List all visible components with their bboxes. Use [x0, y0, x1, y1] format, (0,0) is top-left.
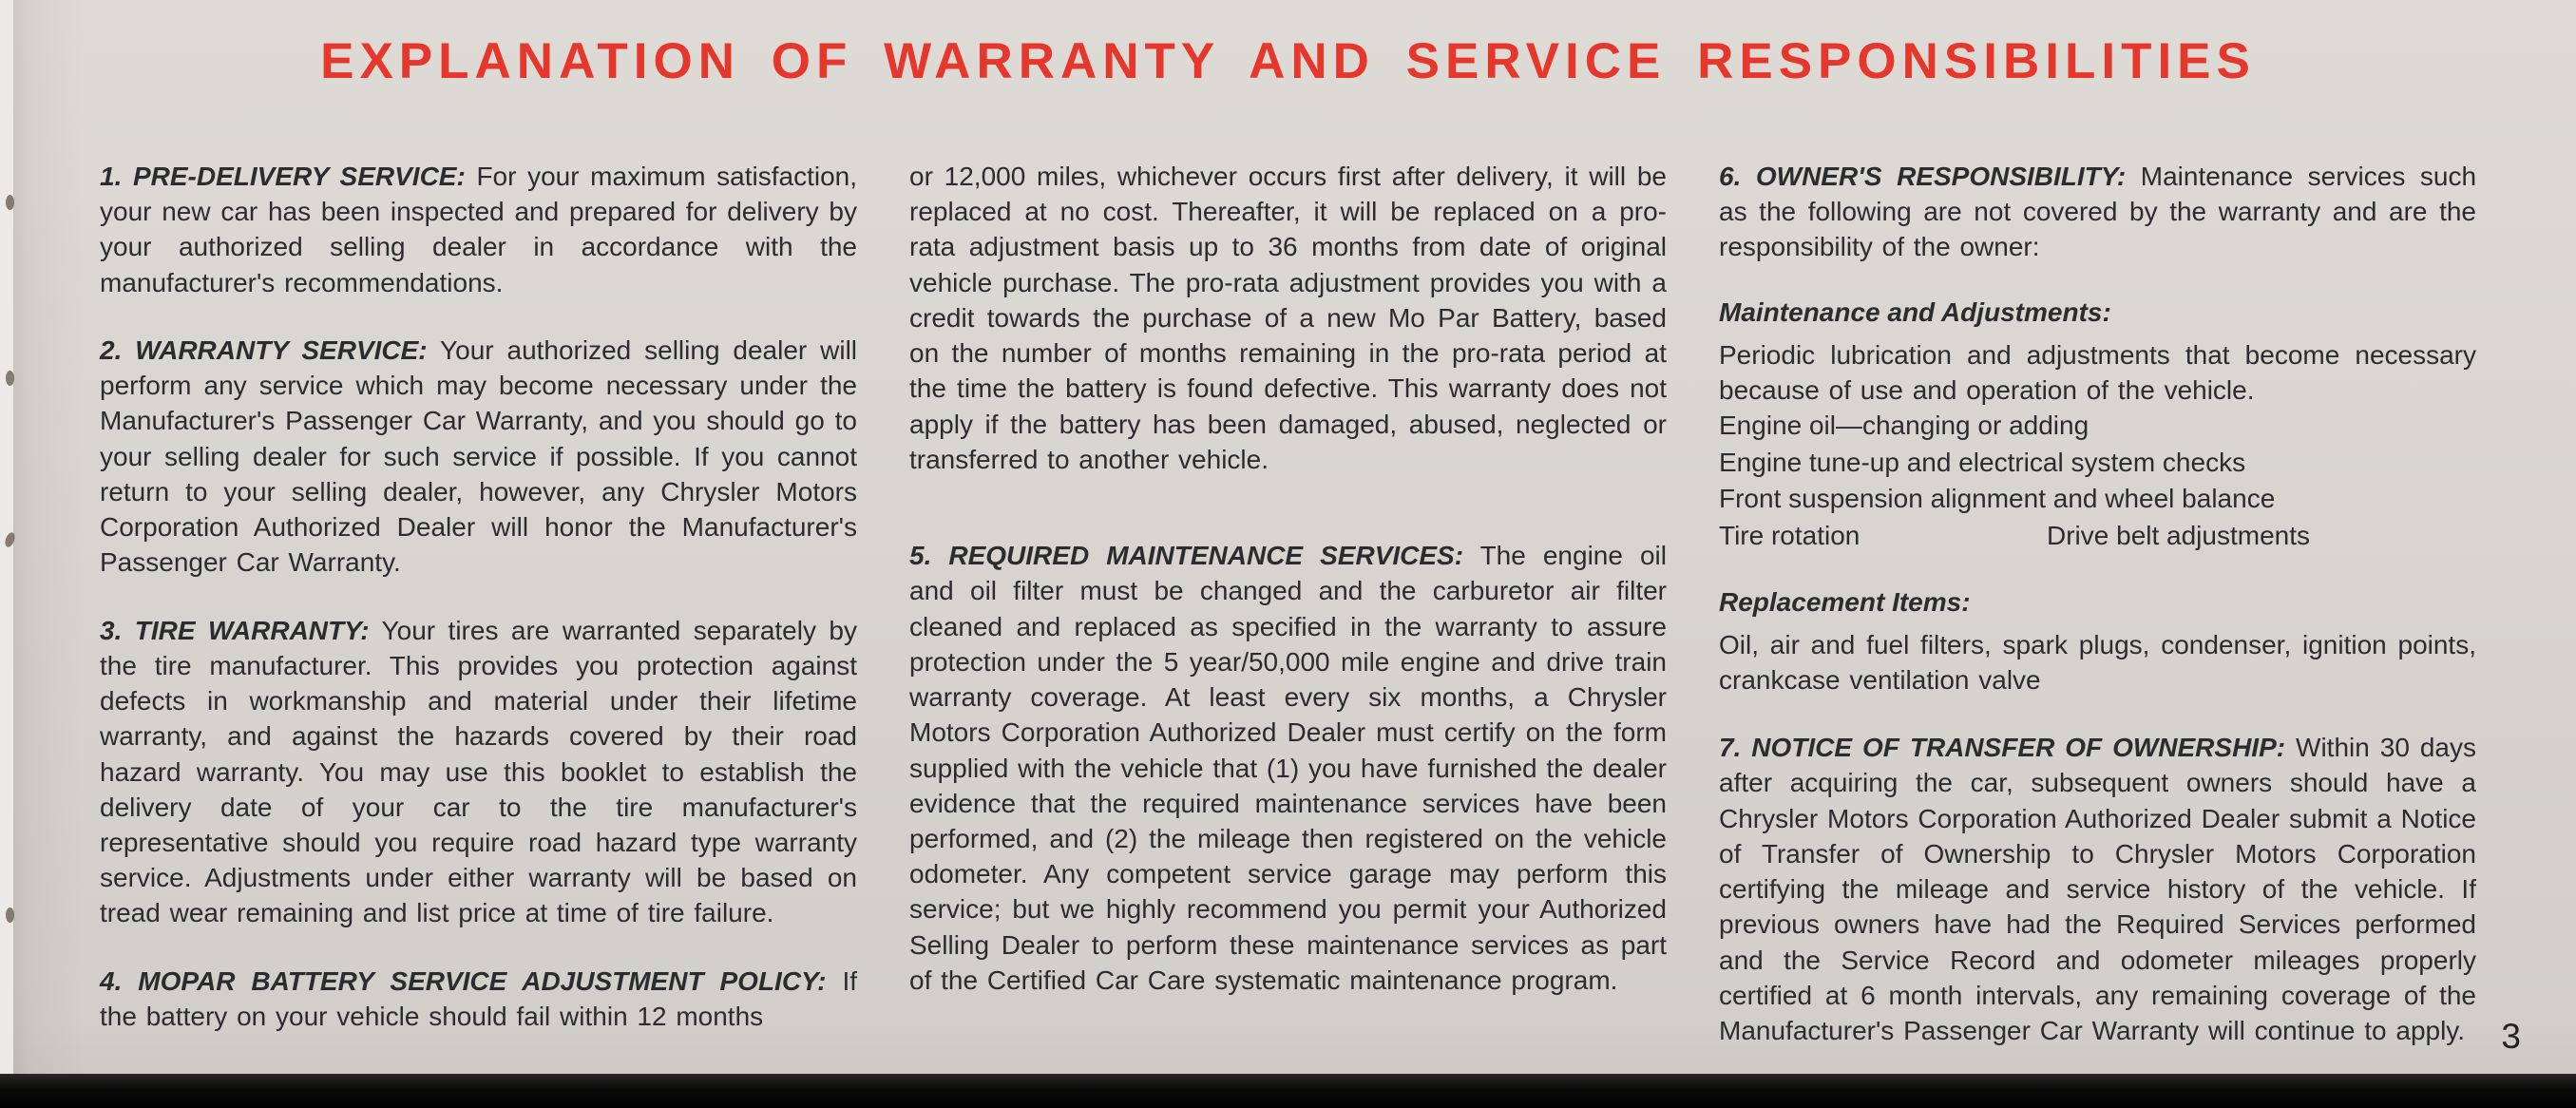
binding-edge [0, 0, 13, 1108]
paragraph-heading: 5. REQUIRED MAINTENANCE SERVICES: [909, 541, 1464, 571]
paragraph-heading: 3. TIRE WARRANTY: [100, 615, 370, 645]
column-2 [909, 159, 1667, 1080]
paragraph-tire-warranty [100, 613, 857, 931]
paragraph-body: Your authorized selling dealer will perform any service which may become necessary under the Manufacturer's Passenger Car Warranty, and you should go to your selling dealer for such service if possible. If you cannot return to your selling dealer, however, any Chrysler Motors Corporation Authorized Dealer will honor the Manufacturer's Passenger Car Warranty. [100, 334, 858, 578]
paragraph-body: If the battery on your vehicle should fail within 12 months [100, 965, 857, 1031]
page-title: EXPLANATION OF WARRANTY AND SERVICE RESPONSIBILITIES [320, 33, 2256, 89]
column-1 [100, 159, 857, 1080]
maintenance-intro: Periodic lubrication and adjustments that become necessary because of use and operation of the vehicle. [1719, 339, 2476, 405]
paragraph-heading: 6. OWNER'S RESPONSIBILITY: [1719, 162, 2127, 191]
maintenance-item: Engine tune-up and electrical system checks [1719, 447, 2246, 477]
paragraph-heading: 7. NOTICE OF TRANSFER OF OWNERSHIP: [1719, 733, 2286, 763]
paragraph-body: Maintenance services such as the following are not covered by the warranty and are the responsibility of the owner: [1719, 162, 2477, 262]
binding-mark [6, 195, 14, 210]
scan-bottom-edge [0, 1074, 2576, 1108]
paragraph-mopar-battery-policy [100, 964, 857, 1034]
replacement-items-body [1719, 627, 2476, 697]
paragraph-body: The engine oil and oil filter must be changed and the carburetor air filter cleaned and replaced as specified in the warranty to assure protection under the 5 year/50,000 mile engine and drive train warranty coverage. At least every six months, a Chrysler Motors Corporation Authorized Dealer must certify on the form supplied with the vehicle that (1) you have furnished the dealer evidence that the required maintenance services have been performed, and (2) the mileage then registered on the vehicle odometer. Any competent service garage may perform this service; but we highly recommend you permit your Authorized Selling Dealer to perform these maintenance services as part of the Certified Car Care systematic maintenance program. [909, 541, 1667, 995]
paragraph-body: or 12,000 miles, whichever occurs first after delivery, it will be replaced at no cost. Thereafter, it will be replaced on a pro-rata adjustment basis up to 36 months from date of original vehicle purchase. The pro-rata adjustment provides you with a credit towards the purchase of a new Mo Par Battery, based on the number of months remaining in the pro-rata period at the time the battery is found defective. This warranty does not apply if the battery has been damaged, abused, neglected or transferred to another vehicle. [909, 162, 1667, 474]
maintenance-item: Tire rotation [1719, 521, 1860, 551]
binding-mark [6, 907, 14, 923]
subheading-maintenance-adjustments: Maintenance and Adjustments: [1719, 296, 2111, 327]
paragraph-heading: 4. MOPAR BATTERY SERVICE ADJUSTMENT POLICY: [100, 965, 827, 996]
text-columns [0, 159, 2576, 1080]
paragraph-required-maintenance [909, 538, 1667, 998]
maintenance-item: Engine oil—changing or adding [1719, 411, 2089, 441]
paragraph-pre-delivery-service [100, 159, 857, 300]
paragraph-battery-policy-continued [909, 159, 1667, 477]
maintenance-item-row [1719, 518, 2476, 555]
paragraph-body: Oil, air and fuel filters, spark plugs, condenser, ignition points, crankcase ventilation valve [1719, 629, 2476, 695]
subheading-replacement-items: Replacement Items: [1719, 586, 1971, 617]
paragraph-owner-responsibility [1719, 159, 2476, 265]
maintenance-item: Front suspension alignment and wheel balance [1719, 484, 2276, 514]
paragraph-body: Within 30 days after acquiring the car, subsequent owners should have a Chrysler Motors Corporation Authorized Dealer submit a Notice of Transfer of Ownership to Chrysler Motors Corporation certifying the mileage and service history of the vehicle. If previous owners have had the Required Services performed and the Service Record and odometer mileages properly certified at 6 month intervals, any remaining coverage of the Manufacturer's Passenger Car Warranty will continue to apply. [1719, 733, 2477, 1046]
paragraph-warranty-service [100, 333, 857, 581]
paragraph-body: Your tires are warranted separately by the tire manufacturer. This provides you protection against defects in workmanship and material under their lifetime warranty, and against the hazards covered by their road hazard warranty. You may use this booklet to establish the delivery date of your car to the tire manufacturer's representative should you require road hazard type warranty service. Adjustments under either warranty will be based on tread wear remaining and list price at time of tire failure. [100, 615, 857, 928]
column-3 [1719, 159, 2476, 1080]
maintenance-item: Drive belt adjustments [2047, 521, 2311, 551]
binding-mark [6, 371, 14, 386]
paragraph-heading: 1. PRE-DELIVERY SERVICE: [100, 162, 466, 191]
page-number: 3 [2501, 1017, 2521, 1056]
paragraph-body: For your maximum satisfaction, your new car has been inspected and prepared for delivery by your authorized selling dealer in accordance with the manufacturer's recommendations. [100, 162, 857, 297]
paragraph-notice-of-transfer [1719, 730, 2476, 1048]
paragraph-heading: 2. WARRANTY SERVICE: [100, 334, 428, 365]
